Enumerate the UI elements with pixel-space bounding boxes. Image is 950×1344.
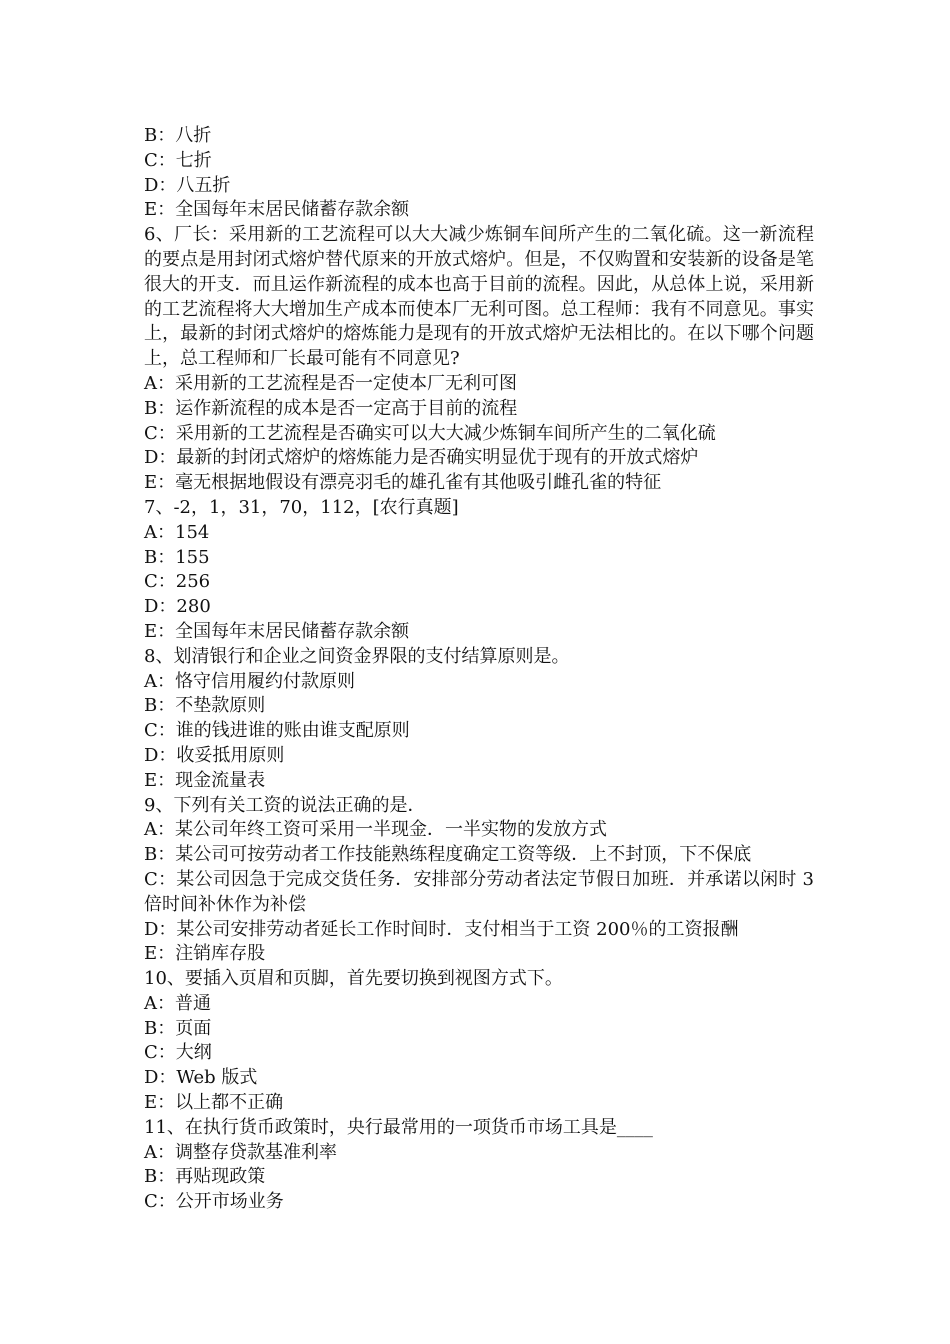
question-10-stem: 10、要插入页眉和页脚，首先要切换到视图方式下。	[144, 968, 563, 990]
question-6-stem: 6、厂长：采用新的工艺流程可以大大减少炼铜车间所产生的二氧化硫。这一新流程的要点是用封闭式熔炉替代原来的开放式熔炉。但是，不仅购置和安装新的设备是笔很大的开支．而且运作新流程的成本也高于目前的流程。因此，从总体上说，采用新的工艺流程将大大增加生产成本而使本厂无利可图。总工程师：我有不同意见。事实上，最新的封闭式熔炉的熔炼能力是现有的开放式熔炉无法相比的。在以下哪个问题上，总工程师和厂长最可能有不同意见?	[144, 224, 814, 370]
question-9-option-b: B：某公司可按劳动者工作技能熟练程度确定工资等级．上不封顶，下不保底	[144, 844, 752, 866]
question-6-option-d: D：最新的封闭式熔炉的熔炼能力是否确实明显优于现有的开放式熔炉	[144, 447, 699, 469]
question-10-option-e: E：以上都不正确	[144, 1092, 284, 1114]
option-b: B：八折	[144, 125, 212, 146]
question-7-option-a: A：154	[144, 521, 210, 543]
question-7-option-b: B：155	[144, 546, 210, 568]
question-10-option-c: C：大纲	[144, 1042, 212, 1064]
question-8-option-d: D：收妥抵用原则	[144, 744, 285, 766]
question-7-stem: 7、-2，1，31，70，112，[农行真题]	[144, 496, 459, 518]
question-10-option-b: B：页面	[144, 1017, 212, 1039]
question-9-option-a: A：某公司年终工资可采用一半现金．一半实物的发放方式	[144, 819, 607, 841]
question-9-option-d: D：某公司安排劳动者延长工作时间时．支付相当于工资 200％的工资报酬	[144, 918, 739, 940]
question-11-option-c: C：公开市场业务	[144, 1191, 284, 1213]
question-10-option-d: D：Web 版式	[144, 1067, 258, 1089]
question-8-option-b: B：不垫款原则	[144, 695, 266, 717]
question-9-option-e: E：注销库存股	[144, 943, 266, 965]
option-e: E：全国每年末居民储蓄存款余额	[144, 199, 410, 221]
question-9-stem: 9、下列有关工资的说法正确的是．	[144, 794, 426, 816]
question-8-stem: 8、划清银行和企业之间资金界限的支付结算原则是。	[144, 645, 570, 667]
question-8-option-a: A：恪守信用履约付款原则	[144, 670, 355, 692]
question-7-option-e: E：全国每年末居民储蓄存款余额	[144, 620, 410, 642]
question-11-stem: 11、在执行货币政策时，央行最常用的一项货币市场工具是____	[144, 1116, 653, 1138]
question-10-option-a: A：普通	[144, 992, 211, 1014]
question-6-option-b: B：运作新流程的成本是否一定高于目前的流程	[144, 397, 518, 419]
question-6-option-a: A：采用新的工艺流程是否一定使本厂无利可图	[144, 372, 517, 394]
document-body	[144, 124, 814, 1215]
question-11-option-b: B：再贴现政策	[144, 1166, 266, 1188]
question-7-option-c: C：256	[144, 571, 211, 593]
question-9-option-c: C：某公司因急于完成交货任务．安排部分劳动者法定节假日加班．并承诺以闲时 3 倍时间补休作为补偿	[144, 868, 814, 915]
question-11-option-a: A：调整存贷款基准利率	[144, 1141, 337, 1163]
question-8-option-e: E：现金流量表	[144, 769, 266, 791]
question-8-option-c: C：谁的钱进谁的账由谁支配原则	[144, 720, 410, 742]
question-6-option-c: C：采用新的工艺流程是否确实可以大大减少炼铜车间所产生的二氧化硫	[144, 422, 716, 444]
option-d: D：八五折	[144, 174, 231, 196]
option-c: C：七折	[144, 149, 212, 171]
question-6-option-e: E：毫无根据地假设有漂亮羽毛的雄孔雀有其他吸引雌孔雀的特征	[144, 472, 662, 494]
question-7-option-d: D：280	[144, 596, 211, 618]
